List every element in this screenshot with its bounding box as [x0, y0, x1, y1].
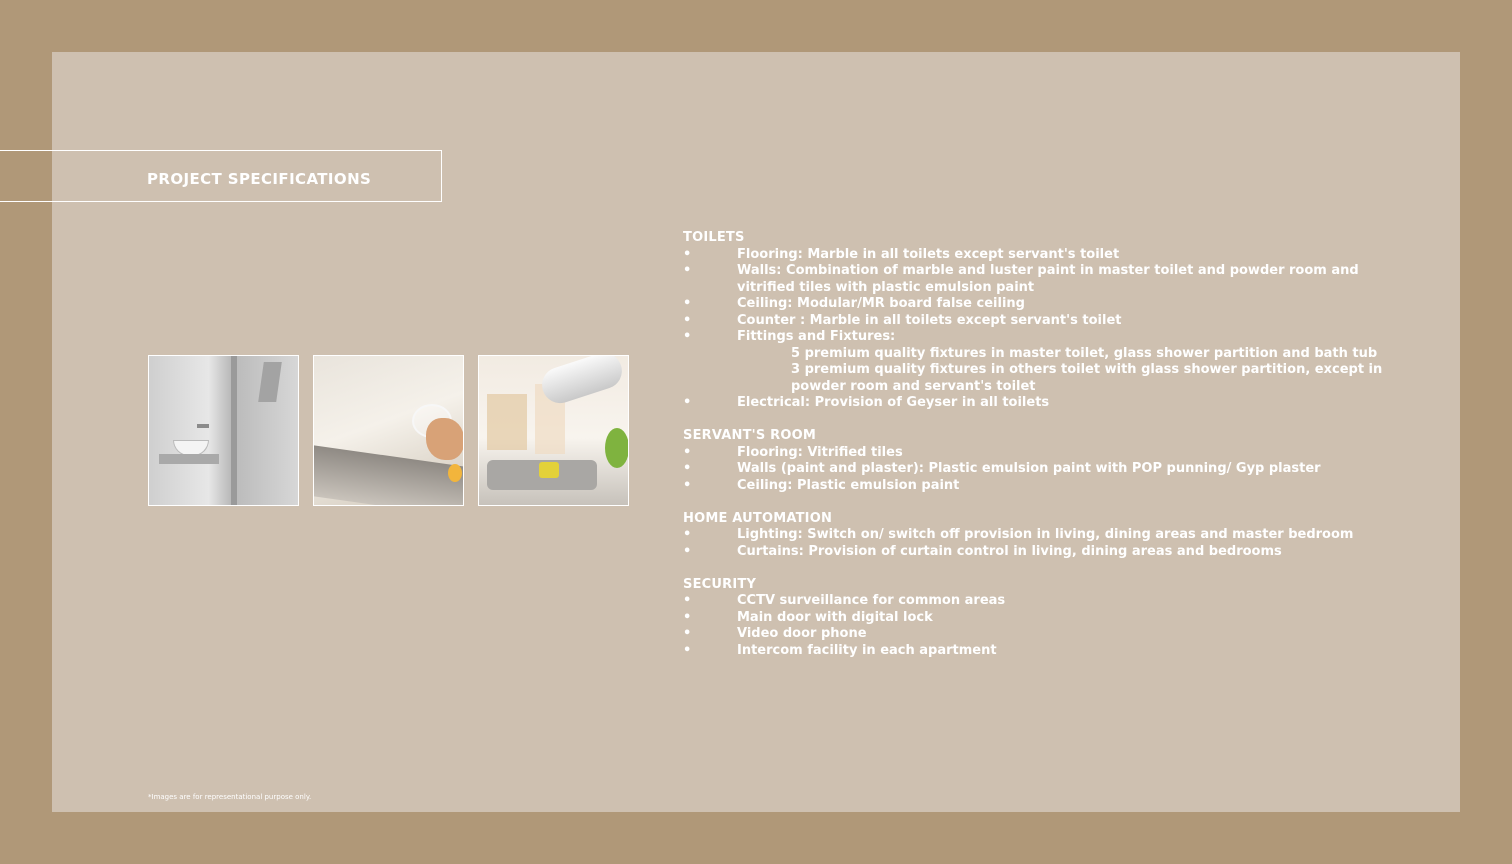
list-item: • Fittings and Fixtures:	[683, 329, 896, 344]
section-title-home-automation: HOME AUTOMATION	[683, 510, 833, 526]
list-item: • Lighting: Switch on/ switch off provision in living, dining areas and master bedroom	[683, 527, 1354, 542]
section-title-servants-room: SERVANT'S ROOM	[683, 428, 816, 443]
list-item: • Counter : Marble in all toilets except servant's toilet	[683, 312, 1122, 328]
kitchen-cooktop-photo	[313, 355, 464, 506]
list-item: • Flooring: Vitrified tiles	[683, 444, 903, 460]
specifications-list	[683, 230, 1413, 676]
list-item: • Main door with digital lock	[683, 609, 933, 625]
sub-list-item: 3 premium quality fixtures in others toilet with glass shower partition, except in powder room and servant's toilet	[791, 362, 1383, 394]
list-item: • CCTV surveillance for common areas	[683, 593, 1006, 608]
page-title: PROJECT SPECIFICATIONS	[147, 170, 372, 188]
content-panel	[52, 52, 1460, 812]
section-title-security: SECURITY	[683, 576, 757, 592]
section-title-toilets: TOILETS	[683, 230, 745, 245]
list-item: • Ceiling: Modular/MR board false ceiling	[683, 296, 1025, 311]
bathroom-sink-photo	[148, 355, 299, 506]
list-item: • Walls (paint and plaster): Plastic emulsion paint with POP punning/ Gyp plaster	[683, 461, 1321, 476]
sub-list-item: 5 premium quality fixtures in master toilet, glass shower partition and bath tub	[791, 345, 1378, 361]
list-item: • Ceiling: Plastic emulsion paint	[683, 477, 960, 493]
disclaimer-footnote: *Images are for representational purpose only.	[148, 793, 312, 801]
list-item: • Intercom facility in each apartment	[683, 642, 997, 658]
home-automation-section	[683, 511, 1413, 561]
list-item: • Walls: Combination of marble and luster paint in master toilet and powder room and vitrified tiles with plastic emulsion paint	[683, 263, 1359, 295]
list-item: • Video door phone	[683, 626, 867, 641]
cctv-camera-living-room-photo	[478, 355, 629, 506]
list-item: • Curtains: Provision of curtain control in living, dining areas and bedrooms	[683, 543, 1282, 559]
servants-room-section	[683, 428, 1413, 494]
list-item: • Electrical: Provision of Geyser in all toilets	[683, 395, 1050, 410]
security-section	[683, 577, 1413, 660]
list-item: • Flooring: Marble in all toilets except servant's toilet	[683, 246, 1120, 262]
toilets-section	[683, 230, 1413, 412]
